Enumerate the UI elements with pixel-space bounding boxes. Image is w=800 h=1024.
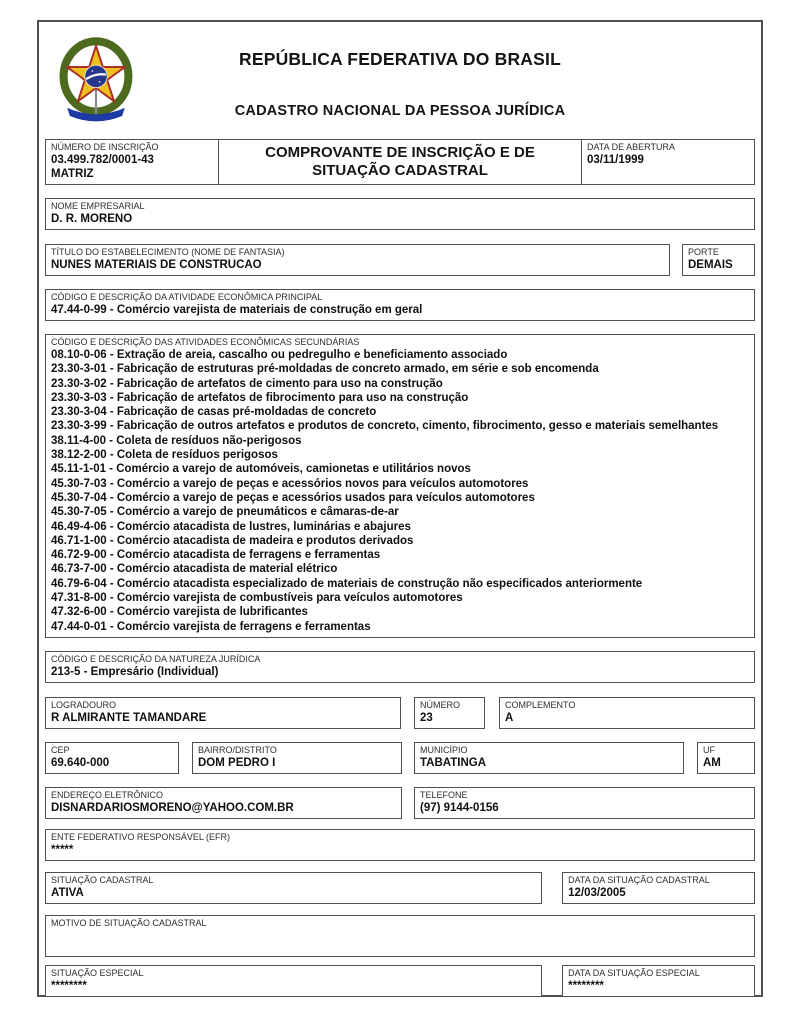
endereco-eletronico-label: ENDEREÇO ELETRÔNICO bbox=[51, 789, 164, 800]
cnpj-title: CADASTRO NACIONAL DA PESSOA JURÍDICA bbox=[234, 103, 566, 119]
numero-value: 23 bbox=[420, 711, 433, 724]
nome-empresarial-value: D. R. MORENO bbox=[51, 213, 133, 225]
complemento-label: COMPLEMENTO bbox=[505, 699, 576, 710]
republic-title: REPÚBLICA FEDERATIVA DO BRASIL bbox=[239, 49, 561, 69]
municipio-box bbox=[414, 742, 684, 774]
data-situacao-cadastral-label: DATA DA SITUAÇÃO CADASTRAL bbox=[568, 874, 710, 885]
atividade-secundaria-item: 23.30-3-04 - Fabricação de casas pré-moldadas de concreto bbox=[51, 406, 377, 419]
numero-inscricao-value: 03.499.782/0001-43 bbox=[51, 154, 154, 166]
efr-label: ENTE FEDERATIVO RESPONSÁVEL (EFR) bbox=[51, 831, 231, 842]
atividade-secundaria-item: 38.11-4-00 - Coleta de resíduos não-perigosos bbox=[51, 434, 302, 447]
row-fantasia bbox=[45, 244, 755, 276]
globe-star-dot bbox=[99, 81, 101, 83]
row-endereco-2 bbox=[45, 742, 755, 774]
row-situacao bbox=[45, 872, 755, 904]
celestial-globe-shape bbox=[85, 65, 108, 88]
atividade-principal-box bbox=[45, 289, 755, 321]
efr-value: ***** bbox=[51, 843, 74, 856]
bairro-value: DOM PEDRO I bbox=[198, 756, 276, 769]
uf-box bbox=[697, 742, 755, 774]
data-situacao-especial-box bbox=[562, 965, 755, 997]
uf-label: UF bbox=[703, 744, 715, 755]
atividade-principal-label: CÓDIGO E DESCRIÇÃO DA ATIVIDADE ECONÔMICA PRINCIPAL bbox=[51, 292, 323, 302]
endereco-eletronico-value: DISNARDARIOSMORENO@YAHOO.COM.BR bbox=[51, 801, 294, 814]
atividades-secundarias-label: CÓDIGO E DESCRIÇÃO DAS ATIVIDADES ECONÔMICAS SECUNDÁRIAS bbox=[51, 337, 360, 347]
bairro-box bbox=[192, 742, 402, 774]
atividade-secundaria-item: 46.72-9-00 - Comércio atacadista de ferragens e ferramentas bbox=[51, 549, 381, 562]
situacao-especial-box bbox=[45, 965, 542, 997]
atividade-secundaria-item: 45.30-7-05 - Comércio a varejo de pneumáticos e câmaras-de-ar bbox=[51, 506, 399, 519]
situacao-especial-label: SITUAÇÃO ESPECIAL bbox=[51, 967, 144, 978]
situacao-cadastral-value: ATIVA bbox=[51, 886, 84, 899]
atividade-secundaria-item: 45.30-7-03 - Comércio a varejo de peças e acessórios novos para veículos automotores bbox=[51, 477, 529, 490]
atividade-secundaria-item: 46.49-4-06 - Comércio atacadista de lustres, luminárias e abajures bbox=[51, 520, 411, 533]
atividades-secundarias-box bbox=[45, 334, 755, 638]
nome-empresarial-box bbox=[45, 198, 755, 230]
telefone-label: TELEFONE bbox=[420, 789, 468, 800]
document-header bbox=[45, 28, 755, 137]
efr-box bbox=[45, 829, 755, 861]
data-situacao-cadastral-box bbox=[562, 872, 755, 904]
numero-label: NÚMERO bbox=[420, 699, 460, 710]
numero-inscricao-label: NÚMERO DE INSCRIÇÃO bbox=[51, 142, 159, 152]
cnpj-document bbox=[37, 20, 763, 997]
situacao-especial-value: ******** bbox=[51, 979, 87, 992]
logradouro-value: R ALMIRANTE TAMANDARE bbox=[51, 711, 207, 724]
endereco-eletronico-box bbox=[45, 787, 402, 819]
motivo-situacao-label: MOTIVO DE SITUAÇÃO CADASTRAL bbox=[51, 917, 207, 928]
data-situacao-especial-label: DATA DA SITUAÇÃO ESPECIAL bbox=[568, 967, 700, 978]
nome-fantasia-box bbox=[45, 244, 670, 276]
globe-star-dot bbox=[92, 70, 94, 72]
telefone-box bbox=[414, 787, 755, 819]
row-contato bbox=[45, 787, 755, 819]
atividade-secundaria-item: 08.10-0-06 - Extração de areia, cascalho ou pedregulho e beneficiamento associado bbox=[51, 349, 508, 361]
situacao-cadastral-box bbox=[45, 872, 542, 904]
bairro-label: BAIRRO/DISTRITO bbox=[198, 744, 277, 755]
nome-fantasia-label: TÍTULO DO ESTABELECIMENTO (NOME DE FANTASIA) bbox=[51, 247, 285, 257]
data-abertura-box bbox=[581, 139, 755, 185]
cep-value: 69.640-000 bbox=[51, 756, 110, 769]
atividade-secundaria-item: 46.79-6-04 - Comércio atacadista especializado de materiais de construção não especificados anteriormente bbox=[51, 577, 643, 590]
atividade-secundaria-item: 23.30-3-03 - Fabricação de artefatos de fibrocimento para uso na construção bbox=[51, 391, 469, 404]
atividade-secundaria-item: 23.30-3-02 - Fabricação de artefatos de cimento para uso na construção bbox=[51, 377, 443, 390]
comprovante-title: COMPROVANTE DE INSCRIÇÃO E DE SITUAÇÃO CADASTRAL bbox=[218, 139, 582, 185]
row-situacao-especial bbox=[45, 965, 755, 997]
natureza-juridica-label: CÓDIGO E DESCRIÇÃO DA NATUREZA JURÍDICA bbox=[51, 653, 261, 664]
situacao-cadastral-label: SITUAÇÃO CADASTRAL bbox=[51, 874, 154, 885]
data-situacao-especial-value: ******** bbox=[568, 979, 604, 992]
data-abertura-label: DATA DE ABERTURA bbox=[587, 142, 676, 152]
atividade-secundaria-item: 46.73-7-00 - Comércio atacadista de material elétrico bbox=[51, 563, 338, 576]
matriz-flag: MATRIZ bbox=[51, 168, 94, 180]
atividade-secundaria-item: 23.30-3-99 - Fabricação de outros artefatos e produtos de concreto, cimento, fibrocimento, gesso e materiais semelhantes bbox=[51, 420, 719, 433]
uf-value: AM bbox=[703, 756, 721, 769]
porte-box bbox=[682, 244, 755, 276]
data-situacao-cadastral-value: 12/03/2005 bbox=[568, 886, 626, 899]
logradouro-box bbox=[45, 697, 401, 729]
municipio-label: MUNICÍPIO bbox=[420, 744, 468, 755]
numero-box bbox=[414, 697, 485, 729]
porte-label: PORTE bbox=[688, 247, 719, 257]
complemento-value: A bbox=[505, 711, 514, 724]
porte-value: DEMAIS bbox=[688, 259, 733, 271]
data-abertura-value: 03/11/1999 bbox=[587, 154, 644, 166]
cep-box bbox=[45, 742, 179, 774]
nome-fantasia-value: NUNES MATERIAIS DE CONSTRUCAO bbox=[51, 259, 262, 271]
telefone-value: (97) 9144-0156 bbox=[420, 801, 499, 814]
natureza-juridica-box bbox=[45, 651, 755, 683]
atividade-secundaria-item: 45.30-7-04 - Comércio a varejo de peças e acessórios usados para veículos automotores bbox=[51, 491, 535, 504]
numero-inscricao-box bbox=[45, 139, 219, 185]
brazil-coat-of-arms-icon bbox=[51, 34, 141, 126]
atividade-secundaria-item: 45.11-1-01 - Comércio a varejo de automóveis, camionetas e utilitários novos bbox=[51, 463, 471, 476]
row-endereco-1 bbox=[45, 697, 755, 729]
complemento-box bbox=[499, 697, 755, 729]
atividade-secundaria-item: 47.44-0-01 - Comércio varejista de ferragens e ferramentas bbox=[51, 620, 371, 633]
atividade-secundaria-item: 47.32-6-00 - Comércio varejista de lubrificantes bbox=[51, 606, 308, 619]
cep-label: CEP bbox=[51, 744, 70, 755]
atividade-secundaria-item: 46.71-1-00 - Comércio atacadista de madeira e produtos derivados bbox=[51, 534, 414, 547]
atividade-secundaria-item: 23.30-3-01 - Fabricação de estruturas pré-moldadas de concreto armado, em série e sob encomenda bbox=[51, 363, 599, 376]
motivo-situacao-box bbox=[45, 915, 755, 957]
atividade-principal-value: 47.44-0-99 - Comércio varejista de materiais de construção em geral bbox=[51, 304, 423, 316]
nome-empresarial-label: NOME EMPRESARIAL bbox=[51, 201, 145, 211]
logradouro-label: LOGRADOURO bbox=[51, 699, 117, 710]
municipio-value: TABATINGA bbox=[420, 756, 487, 769]
atividades-secundarias-list bbox=[51, 348, 749, 634]
natureza-juridica-value: 213-5 - Empresário (Individual) bbox=[51, 665, 219, 678]
row-inscricao bbox=[45, 139, 755, 185]
atividade-secundaria-item: 47.31-8-00 - Comércio varejista de combustíveis para veículos automotores bbox=[51, 592, 463, 605]
atividade-secundaria-item: 38.12-2-00 - Coleta de resíduos perigosos bbox=[51, 449, 278, 462]
